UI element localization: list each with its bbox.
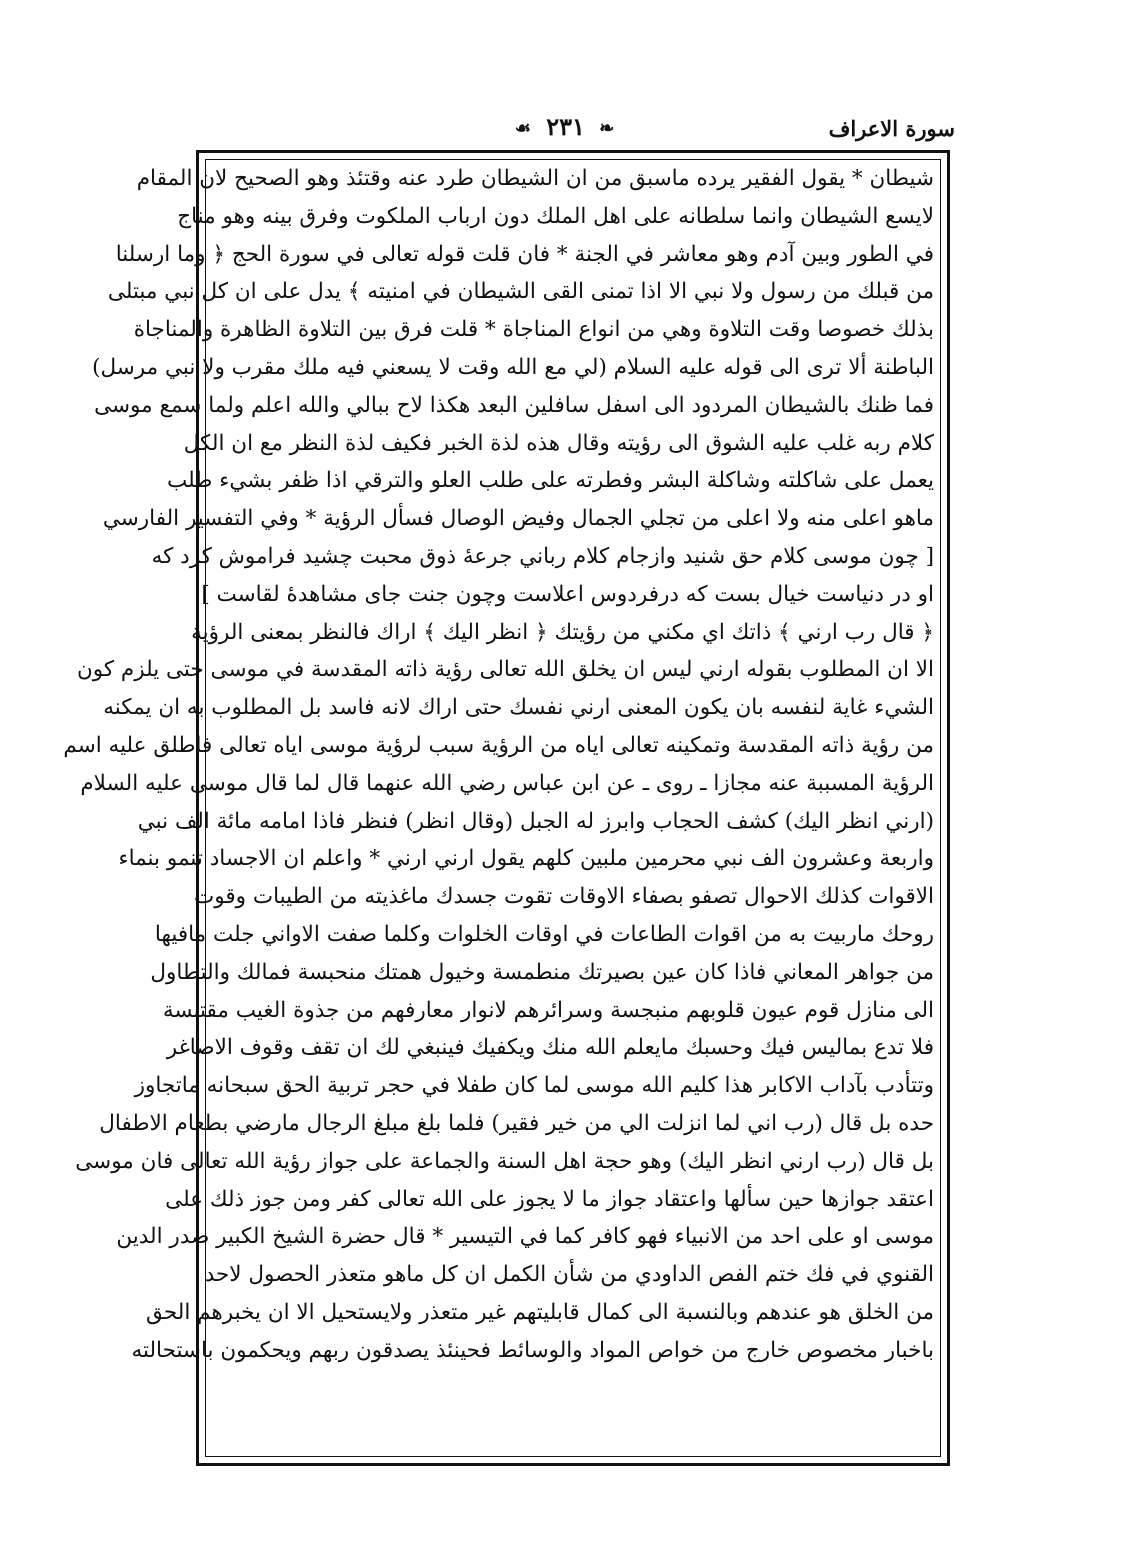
text-line: الرؤية المسببة عنه مجازا ـ روى ـ عن ابن عباس رضي الله عنهما قال لما قال موسى عليه السلام [80,770,934,796]
ornament-right-icon: ☙ [514,118,532,139]
text-line: اعتقد جوازها حين سألها واعتقاد جواز ما لا يجوز على الله تعالى كفر ومن جوز ذلك على [165,1186,934,1212]
text-line: بذلك خصوصا وقت التلاوة وهي من انواع المناجاة * قلت فرق بين التلاوة الظاهرة والمناجاة [133,317,934,343]
text-line: من قبلك من رسول ولا نبي الا اذا تمنى القى الشيطان في امنيته ﴾ يدل على ان كل نبي مبتلى [107,279,934,305]
text-line: [ چون موسى كلام حق شنيد وازجام كلام رباني جرعهٔ ذوق محبت چشيد فراموش كرد كه [151,543,934,569]
text-line: من رؤية ذاته المقدسة وتمكينه تعالى اياه من الرؤية سبب لرؤية موسى اياه تعالى فاطلق عليه اسم [63,732,934,758]
text-line: يعمل على شاكلته وشاكلة البشر وفطرته على طلب العلو والترقي اذا ظفر بشيء طلب [167,468,934,494]
ornament-left-icon: ❧ [599,118,616,139]
text-line: من الخلق هو عندهم وبالنسبة الى كمال قابليتهم غير متعذر ولايستحيل الا ان يخبرهم الحق [145,1299,934,1325]
page-number-group [480,112,650,141]
text-line: في الطور وبين آدم وهو معاشر في الجنة * فان قلت قوله تعالى في سورة الحج ﴿ وما ارسلنا [115,241,934,267]
text-line: او در دنياست خيال بست كه درفردوس اعلاست وچون جنت جاى مشاهدهٔ لقاست ] [201,581,934,607]
text-line: بل قال (رب ارني انظر اليك) وهو حجة اهل السنة والجماعة على جواز رؤية الله تعالى فان موسى [75,1148,934,1174]
text-line: لايسع الشيطان وانما سلطانه على اهل الملك دون ارباب الملكوت وفرق بينه وهو مناج [177,203,934,229]
text-line: الباطنة ألا ترى الى قوله عليه السلام (لي مع الله وقت لا يسعني فيه ملك مقرب ولا نبي مرسل) [92,354,934,380]
page-number: ٢٣١ [546,112,585,141]
text-line: من جواهر المعاني فاذا كان عين بصيرتك منطمسة وخيول همتك منحبسة فمالك والتطاول [150,959,934,985]
text-line: واربعة وعشرون الف نبي محرمين ملبين كلهم يقول ارني ارني * واعلم ان الاجساد تنمو بنماء [118,846,934,872]
text-line: باخبار مخصوص خارج من خواص المواد والوسائط فحينئذ يصدقون ربهم ويحكمون باستحالته [131,1337,934,1363]
text-line: الى منازل قوم عيون قلوبهم منبجسة وسرائرهم لانوار معارفهم من جذوة الغيب مقتبسة [162,997,934,1023]
text-line: كلام ربه غلب عليه الشوق الى رؤيته وقال هذه لذة الخبر فكيف لذة النظر مع ان الكل [183,430,934,456]
surah-title: سورة الاعراف [828,116,955,141]
text-line: روحك ماربيت به من اقوات الطاعات في اوقات الخلوات وكلما صفت الاواني جلت مافيها [154,921,934,947]
text-line: الا ان المطلوب بقوله ارني ليس ان يخلق الله تعالى رؤية ذاته المقدسة في موسى حتى يلزم كون [76,657,934,683]
text-line: فما ظنك بالشيطان المردود الى اسفل سافلين البعد هكذا لاح ببالي والله اعلم ولما سمع موسى [94,392,934,418]
text-line: حده بل قال (رب اني لما انزلت الي من خير فقير) فلما بلغ مبلغ الرجال مارضي بطعام الاطفال [99,1110,934,1136]
text-line: موسى او على احد من الانبياء فهو كافر كما في التيسير * قال حضرة الشيخ الكبير صدر الدين [116,1224,934,1250]
text-line: فلا تدع بماليس فيك وحسبك مايعلم الله منك ويكفيك فينبغي لك ان تقف وقوف الاصاغر [166,1035,934,1061]
running-head [190,112,955,148]
text-line: القنوي في فك ختم الفص الداودي من شأن الكمل ان كل ماهو متعذر الحصول لاحد [204,1262,934,1288]
text-line: الاقوات كذلك الاحوال تصفو بصفاء الاوقات تقوت جسدك ماغذيته من الطيبات وقوت [194,884,934,910]
text-line: ﴿ قال رب ارني ﴾ ذاتك اي مكني من رؤيتك ﴿ انظر اليك ﴾ اراك فالنظر بمعنى الرؤية [191,619,934,645]
text-line: الشيء غاية لنفسه بان يكون المعنى ارني نفسك حتى اراك لانه فاسد بل المطلوب به ان يمكنه [103,695,934,721]
text-line: وتتأدب بآداب الاكابر هذا كليم الله موسى لما كان طفلا في حجر تربية الحق سبحانه ماتجاوز [134,1073,934,1099]
text-line: ماهو اعلى منه ولا اعلى من تجلي الجمال وفيض الوصال فسأل الرؤية * وفي التفسير الفارسي [102,506,934,532]
text-line: شيطان * يقول الفقير يرده ماسبق من ان الشيطان طرد عنه وقتئذ وهو الصحيح لان المقام [136,166,934,191]
text-line: (ارني انظر اليك) كشف الحجاب وابرز له الجبل (وقال انظر) فنظر فاذا امامه مائة الف نبي [137,808,934,834]
body-text [63,160,934,1458]
